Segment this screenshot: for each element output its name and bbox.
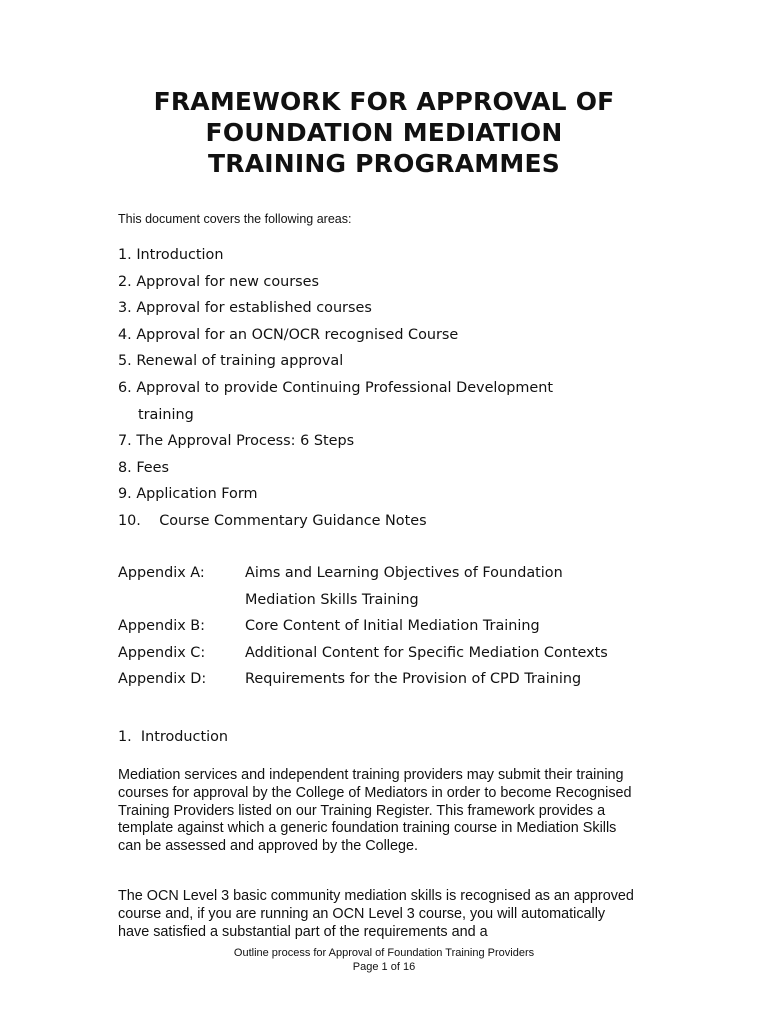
appendix-label: Appendix B: <box>118 618 206 635</box>
toc-text: Approval for established courses <box>136 300 372 317</box>
toc-number: 8. <box>118 459 132 476</box>
toc-number: 7. <box>118 433 132 450</box>
body-paragraph: Mediation services and independent training providers may submit their training courses for approval by the College of Mediators in order to become Recognised Training Providers listed on our Training Register. This framework provides a template against which a generic foundation training course in Mediation Skills can be assessed and approved by the College. <box>118 767 632 855</box>
toc-text: Introduction <box>136 247 224 263</box>
footer-text: Outline process for Approval of Foundation Training Providers <box>233 947 535 959</box>
appendix-list <box>118 560 678 693</box>
intro-text: This document covers the following areas: <box>118 212 352 226</box>
appendix-row <box>118 640 678 667</box>
toc-number: 10. <box>118 512 141 529</box>
appendix-row <box>118 666 678 693</box>
toc-text: Renewal of training approval <box>136 353 344 370</box>
title-line: FOUNDATION MEDIATION <box>205 118 563 147</box>
appendix-label: Appendix A: <box>118 565 205 581</box>
body-paragraph: The OCN Level 3 basic community mediation skills is recognised as an approved course and, if you are running an OCN Level 3 course, you will automatically have satisfied a substantial part of the requirements and a <box>118 888 634 940</box>
toc-item <box>118 428 678 455</box>
toc-number: 1. <box>118 247 132 263</box>
toc-item <box>118 481 678 508</box>
toc-text: training <box>138 406 194 423</box>
toc-text: The Approval Process: 6 Steps <box>136 433 355 450</box>
toc-item <box>118 348 678 375</box>
toc-number: 6. <box>118 379 132 396</box>
toc-item <box>118 375 678 402</box>
toc-item <box>118 295 678 322</box>
appendix-title: Requirements for the Provision of CPD Training <box>245 671 582 688</box>
toc-text: Approval for an OCN/OCR recognised Course <box>136 326 459 343</box>
toc-number: 2. <box>118 273 132 290</box>
toc-item <box>118 322 678 349</box>
toc-item <box>118 242 678 269</box>
toc-item <box>118 455 678 482</box>
toc-text: Fees <box>136 459 170 476</box>
toc-number: 9. <box>118 486 132 503</box>
appendix-label: Appendix C: <box>118 644 206 661</box>
toc-item <box>118 508 678 535</box>
appendix-row <box>118 613 678 640</box>
title-line: FRAMEWORK FOR APPROVAL OF <box>153 87 615 116</box>
toc-item-continuation <box>118 402 678 429</box>
toc-text: Application Form <box>136 486 258 503</box>
appendix-title: Core Content of Initial Mediation Training <box>245 618 540 635</box>
appendix-label: Appendix D: <box>118 671 207 688</box>
toc-number: 5. <box>118 353 132 370</box>
toc-text: Approval to provide Continuing Professional Development <box>136 379 553 396</box>
page-number: Page 1 of 16 <box>352 961 416 973</box>
appendix-title: Additional Content for Specific Mediation Contexts <box>245 644 608 661</box>
toc-number: 4. <box>118 326 132 343</box>
appendix-title: Aims and Learning Objectives of Foundation Mediation Skills Training <box>245 565 563 608</box>
toc-number: 3. <box>118 300 132 317</box>
title-line: TRAINING PROGRAMMES <box>208 149 560 178</box>
document-title <box>0 86 768 179</box>
table-of-contents <box>118 242 678 535</box>
toc-text: Approval for new courses <box>136 273 320 290</box>
toc-text: Course Commentary Guidance Notes <box>159 512 427 529</box>
appendix-row <box>118 560 678 613</box>
section-heading: 1. Introduction <box>118 729 229 745</box>
toc-item <box>118 269 678 296</box>
